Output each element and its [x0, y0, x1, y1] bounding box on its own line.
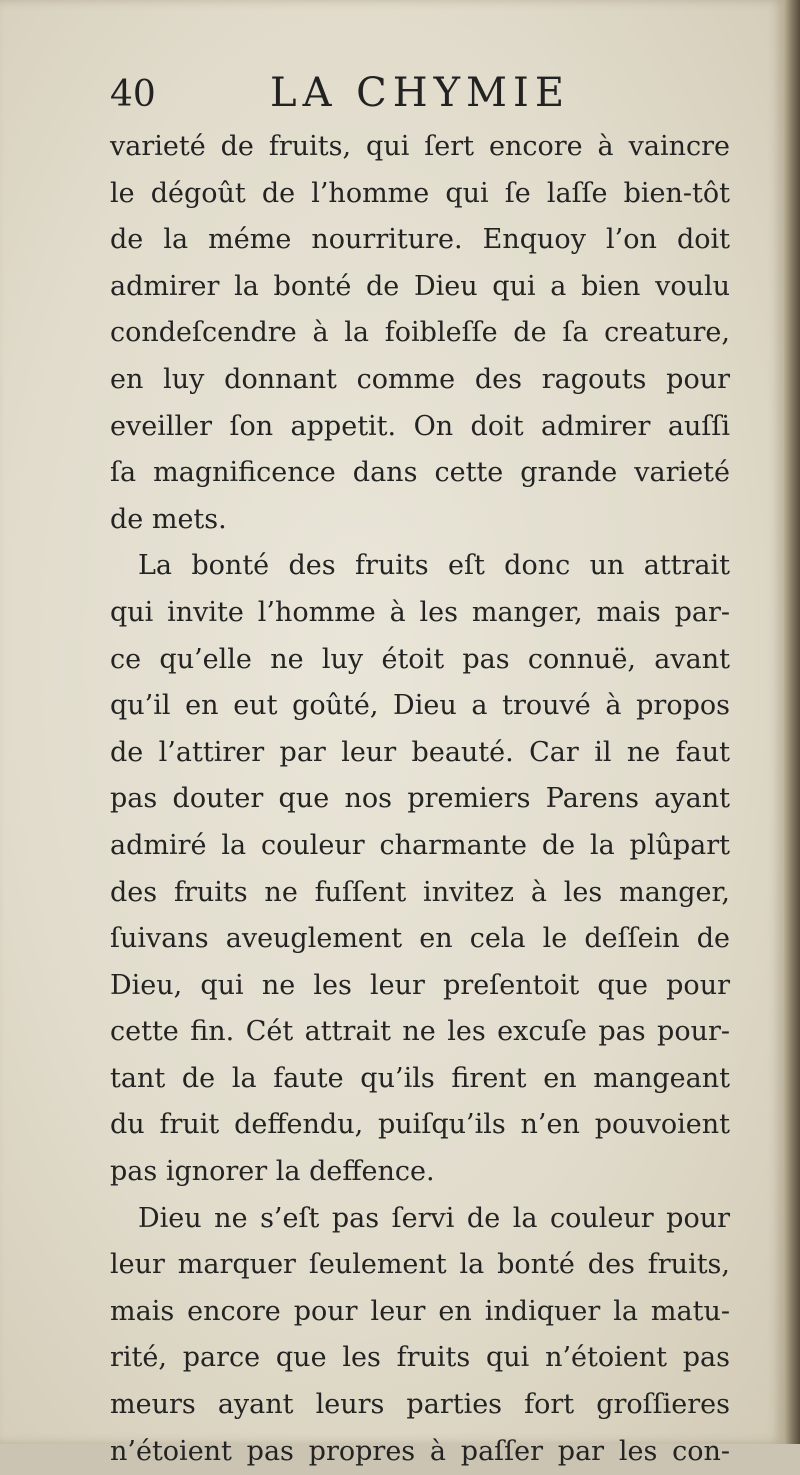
text-line: condeſcendre à la foibleſſe de ſa creature, [110, 317, 730, 349]
text-line: ſa magnificence dans cette grande varieté [110, 457, 730, 489]
text-line: le dégoût de l’homme qui ſe laſſe bien-tôt [110, 177, 730, 209]
book-edge-shadow [784, 0, 800, 1444]
page-number: 40 [110, 74, 156, 115]
text-line: pas douter que nos premiers Parens ayant [110, 783, 730, 815]
text-line: cette fin. Cét attrait ne les excuſe pas pour- [110, 1016, 730, 1048]
text-line: n’étoient pas propres à paſſer par les con- [110, 1435, 730, 1467]
text-line: de la méme nourriture. Enquoy l’on doit [110, 224, 730, 256]
text-line: Dieu, qui ne les leur preſentoit que pour [110, 969, 730, 1001]
text-line: de mets. [110, 503, 227, 535]
text-line: ce qu’elle ne luy étoit pas connuë, avant [110, 643, 730, 675]
text-line: meurs ayant leurs parties fort groſſieres [110, 1389, 730, 1421]
text-line: leur marquer ſeulement la bonté des fruits, [110, 1249, 730, 1281]
text-line: Dieu ne s’eſt pas ſervi de la couleur pour [138, 1202, 730, 1234]
text-line: admiré la couleur charmante de la plûpart [110, 829, 730, 861]
text-line: rité, parce que les fruits qui n’étoient pas [110, 1342, 730, 1374]
text-line: pas ignorer la deffence. [110, 1156, 435, 1188]
text-line: ſuivans aveuglement en cela le deſſein de [110, 923, 730, 955]
text-line: de l’attirer par leur beauté. Car il ne faut [110, 736, 730, 768]
text-line: du fruit deffendu, puiſqu’ils n’en pouvoient [110, 1109, 730, 1141]
text-line: en luy donnant comme des ragouts pour [110, 363, 730, 395]
text-line: eveiller ſon appetit. On doit admirer auſſi [110, 410, 730, 442]
text-line: La bonté des fruits eſt donc un attrait [138, 550, 730, 582]
running-title: LA CHYMIE [270, 70, 571, 116]
text-line: varieté de fruits, qui ſert encore à vaincre [110, 131, 730, 162]
page-header [110, 70, 630, 126]
body-text [110, 124, 730, 1475]
text-line: qu’il en eut goûté, Dieu a trouvé à propos [110, 690, 730, 722]
text-line: tant de la faute qu’ils firent en mangeant [110, 1062, 730, 1094]
text-line: admirer la bonté de Dieu qui a bien voulu [110, 270, 730, 302]
text-line: mais encore pour leur en indiquer la matu- [110, 1295, 730, 1327]
text-line: qui invite l’homme à les manger, mais par- [110, 596, 730, 628]
text-line: des fruits ne fuſſent invitez à les manger, [110, 876, 730, 908]
